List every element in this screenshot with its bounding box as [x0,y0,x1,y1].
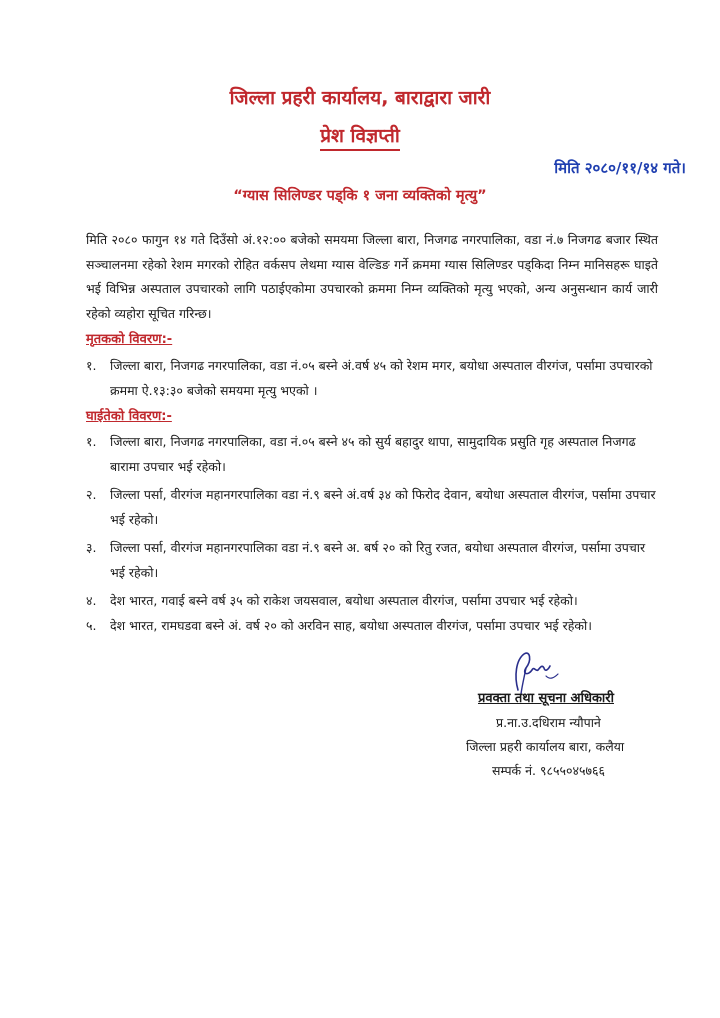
list-item-text: देश भारत, रामघडवा बस्ने अं. वर्ष २० को अरविन साह, बयोधा अस्पताल वीरगंज, पर्सामा उपचार भई रहेको। [110,617,592,633]
list-item-text: जिल्ला बारा, निजगढ नगरपालिका, वडा नं.०५ बस्ने ४५ को सुर्य बहादुर थापा, सामुदायिक प्रसुति गृह अस्पताल निजगढ बारामा उपचार भई रहेको। [110,434,636,474]
list-item-number: ५. [86,617,97,633]
list-item-number: १. [86,358,97,373]
list-item-text: देश भारत, गवाई बस्ने वर्ष ३५ को राकेश जयसवाल, बयोधा अस्पताल वीरगंज, पर्सामा उपचार भई रहेको। [110,593,578,608]
list-item [86,536,658,585]
office-title: जिल्ला प्रहरी कार्यालय, बाराद्वारा जारी [229,87,491,109]
press-title-wrap [0,122,720,151]
injured-list [86,430,658,638]
list-item-text: जिल्ला पर्सा, वीरगंज महानगरपालिका वडा नं.९ बस्ने अ. बर्ष २० को रितु रजत, बयोधा अस्पताल वीरगंज, पर्सामा उपचार भई रहेको। [110,540,646,580]
signatory-title: प्रवक्ता तथा सूचना अधिकारी [478,691,614,706]
signatory-office: जिल्ला प्रहरी कार्यालय बारा, कलैया [466,739,625,754]
list-item-number: ३. [86,540,97,555]
list-item [86,483,658,532]
headline: “ग्यास सिलिण्डर पड्कि १ जना व्यक्तिको मृत्यु” [233,188,487,204]
list-item-number: ४. [86,593,97,608]
signature-block [440,646,700,796]
deceased-list [86,354,658,403]
body-paragraph: मिति २०८० फागुन १४ गते दिउँसो अं.१२:०० बजेको समयमा जिल्ला बारा, निजगढ नगरपालिका, वडा नं.७ निजगढ बजार स्थित सञ्चालनमा रहेको रेशम मगरको रोहित वर्कसप लेथमा ग्यास वेल्डिङ गर्ने क्रममा ग्यास सिलिण्डर पड्किदा निम्न मानिसहरू घाइते भई विभिन्न अस्पताल उपचारको लागि पठाईएकोमा उपचारको क्रममा निम्न व्यक्तिको मृत्यु भएको, अन्य अनुसन्धान कार्य जारी रहेको व्यहोरा सूचित गरिन्छ। [86,232,658,321]
list-item-text: जिल्ला बारा, निजगढ नगरपालिका, वडा नं.०५ बस्ने अं.वर्ष ४५ को रेशम मगर, बयोधा अस्पताल वीरगंज, पर्सामा उपचारको क्रममा ऐ.१३:३० बजेको समयमा मृत्यु भएको । [110,358,653,398]
deceased-heading: मृतकको विवरण:- [86,332,173,347]
list-item [86,430,658,479]
signatory-contact: सम्पर्क नं. ९८५५०४५७६६ [492,763,605,778]
list-item [86,614,658,639]
list-item-number: १. [86,434,97,449]
injured-heading: घाईतेको विवरण:- [86,409,172,424]
list-item-text: जिल्ला पर्सा, वीरगंज महानगरपालिका वडा नं.९ बस्ने अं.वर्ष ३४ को फिरोद देवान, बयोधा अस्पताल वीरगंज, पर्सामा उपचार भई रहेको। [110,487,656,527]
list-item [86,589,658,614]
list-item-number: २. [86,487,97,502]
press-title: प्रेश विज्ञप्ती [320,122,400,151]
release-date: मिति २०८०/११/१४ गते। [554,159,686,177]
list-item [86,354,658,403]
signatory-name: प्र.ना.उ.दधिराम न्यौपाने [496,715,601,730]
